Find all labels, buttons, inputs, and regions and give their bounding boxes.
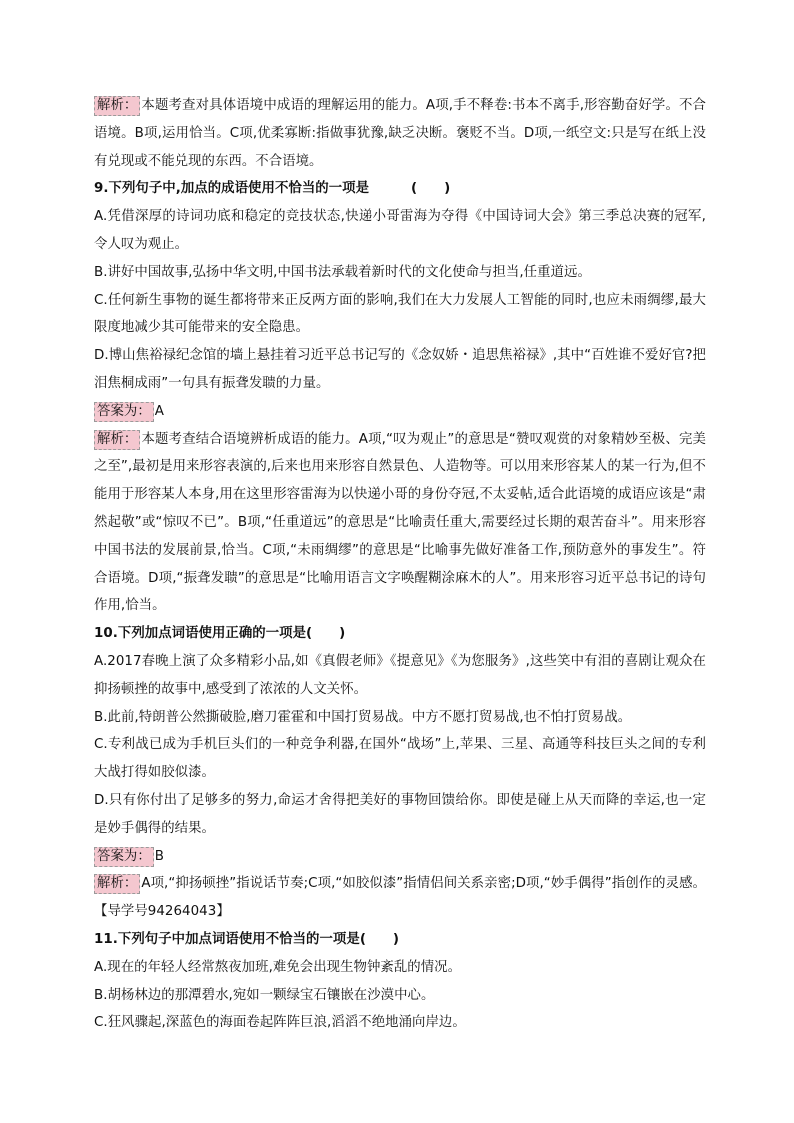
question-text: 下列句子中,加点的成语使用不恰当的一项是	[108, 181, 370, 197]
option-b: B.讲好中国故事,弘扬中华文明,中国书法承载着新时代的文化使命与担当,任重道远。	[94, 264, 591, 280]
analysis-paragraph	[94, 92, 706, 175]
option-b: B.此前,特朗普公然撕破脸,磨刀霍霍和中国打贸易战。中方不愿打贸易战,也不怕打贸易战。	[94, 709, 632, 725]
question-text: 下列句子中加点词语使用不恰当的一项是	[117, 931, 360, 947]
question-11	[94, 926, 706, 954]
option-a: A.现在的年轻人经常熬夜加班,难免会出现生物钟紊乱的情况。	[94, 959, 462, 975]
analysis-paragraph	[94, 426, 706, 621]
analysis-text: 本题考查对具体语境中成语的理解运用的能力。A项,手不释卷:书本不离手,形容勤奋好学。不合语境。B项,运用恰当。C项,优柔寡断:指做事犹豫,缺乏决断。褒贬不当。D项,一纸空文:只是写在纸上没有兑现或不能兑现的东西。不合语境。	[94, 98, 706, 169]
analysis-text: A项,“抑扬顿挫”指说话节奏;C项,“如胶似漆”指情侣间关系亲密;D项,“妙手偶得”指创作的灵感。【导学号94264043】	[94, 876, 706, 920]
question-number: 10.	[94, 626, 118, 642]
option-a: A.2017春晚上演了众多精彩小品,如《真假老师》《提意见》《为您服务》,这些笑中有泪的喜剧让观众在抑扬顿挫的故事中,感受到了浓浓的人文关怀。	[94, 653, 706, 697]
answer-paren: ( )	[359, 931, 400, 947]
question-number: 9.	[94, 181, 109, 197]
option-c: C.专利战已成为手机巨头们的一种竞争利器,在国外“战场”上,苹果、三星、高通等科技巨头之间的专利大战打得如胶似漆。	[94, 737, 706, 781]
question-text: 下列加点词语使用正确的一项是	[117, 626, 307, 642]
answer-paren: ( )	[306, 626, 346, 642]
option-d: D.博山焦裕禄纪念馆的墙上悬挂着习近平总书记写的《念奴娇・追思焦裕禄》,其中“百姓谁不爱好官?把泪焦桐成雨”一句具有振聋发聩的力量。	[94, 348, 706, 391]
analysis-paragraph	[94, 870, 706, 926]
analysis-text: 本题考查结合语境辨析成语的能力。A项,“叹为观止”的意思是“赞叹观赏的对象精妙至极、完美之至”,最初是用来形容表演的,后来也用来形容自然景色、人造物等。可以用来形容某人的某一行为,但不能用于形容某人本身,用在这里形容雷海为以快递小哥的身份夺冠,不太妥帖,适合此语境的成语应该是“肃然起敬”或“惊叹不已”。B项,“任重道远”的意思是“比喻责任重大,需要经过长期的艰苦奋斗”。用来形容中国书法的发展前景,恰当。C项,“未雨绸缪”的意思是“比喻事先做好准备工作,预防意外的事发生”。符合语境。D项,“振聋发聩”的意思是“比喻用语言文字唤醒糊涂麻木的人”。用来形容习近平总书记的诗句作用,恰当。	[94, 431, 706, 614]
option-b: B.胡杨林边的那潭碧水,宛如一颗绿宝石镶嵌在沙漠中心。	[94, 987, 435, 1003]
document-page	[94, 92, 706, 1037]
answer-text: A	[154, 403, 164, 419]
answer-label: 答案为：	[94, 847, 154, 867]
analysis-label: 解析：	[94, 96, 140, 116]
answer-paren: ( )	[411, 181, 451, 197]
option-d: D.只有你付出了足够多的努力,命运才舍得把美好的事物回馈给你。即使是碰上从天而降的幸运,也一定是妙手偶得的结果。	[94, 792, 706, 836]
question-9	[94, 175, 706, 203]
answer-paragraph	[94, 843, 706, 871]
option-c: C.任何新生事物的诞生都将带来正反两方面的影响,我们在大力发展人工智能的同时,也应未雨绸缪,最大限度地减少其可能带来的安全隐患。	[94, 292, 706, 336]
answer-paragraph	[94, 398, 706, 426]
question-number: 11.	[94, 931, 118, 947]
analysis-label: 解析：	[94, 874, 140, 894]
question-10	[94, 620, 706, 648]
option-c: C.狂风骤起,深蓝色的海面卷起阵阵巨浪,滔滔不绝地涌向岸边。	[94, 1015, 466, 1031]
answer-label: 答案为：	[94, 402, 154, 422]
option-a: A.凭借深厚的诗词功底和稳定的竞技状态,快递小哥雷海为夺得《中国诗词大会》第三季总决赛的冠军,令人叹为观止。	[94, 209, 706, 252]
answer-text: B	[154, 848, 165, 864]
analysis-label: 解析：	[94, 430, 140, 450]
